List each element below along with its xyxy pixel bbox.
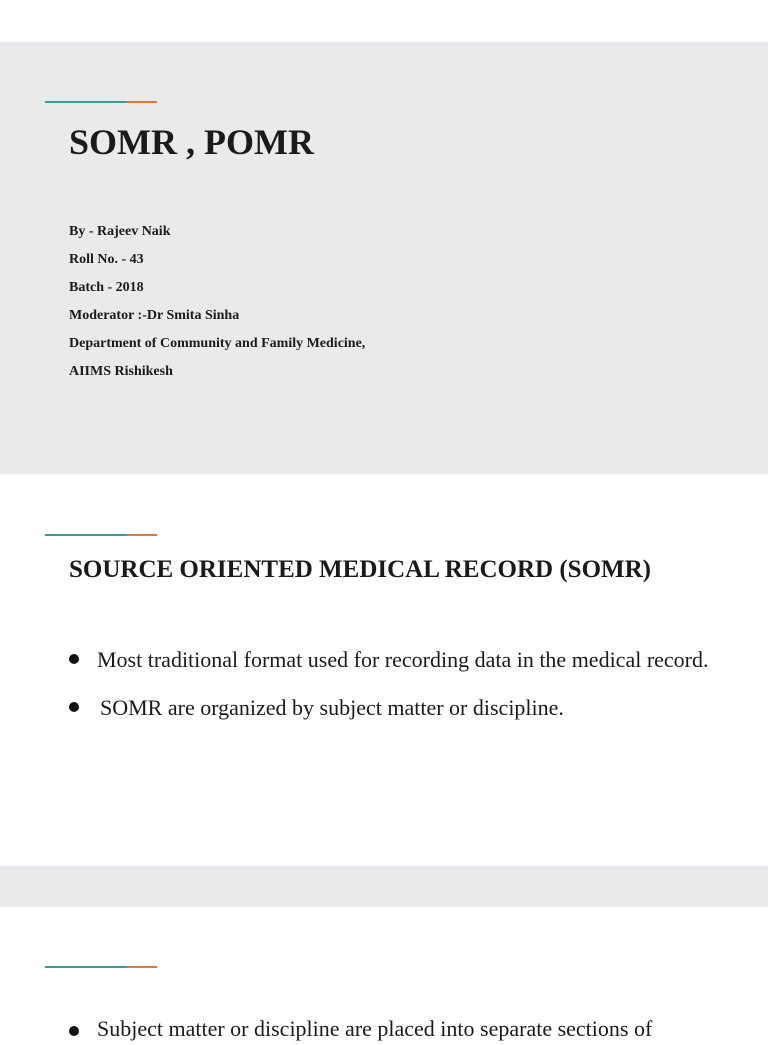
- bullet-text: SOMR are organized by subject matter or discipline.: [100, 695, 564, 720]
- author-line: Moderator :-Dr Smita Sinha: [69, 308, 240, 323]
- accent-orange-segment: [127, 101, 157, 103]
- accent-orange-segment: [127, 966, 157, 968]
- slide-heading: SOURCE ORIENTED MEDICAL RECORD (SOMR): [69, 556, 651, 583]
- slide-somr: [0, 474, 768, 866]
- bullet-text: Most traditional format used for recording data in the medical record.: [97, 647, 709, 672]
- author-line: Department of Community and Family Medicine,: [69, 336, 366, 351]
- accent-teal-segment: [45, 101, 127, 103]
- author-line: AIIMS Rishikesh: [69, 364, 173, 379]
- accent-line: [45, 534, 157, 536]
- accent-line: [45, 101, 157, 103]
- bullet-item: [69, 690, 709, 726]
- page-top-margin: [0, 0, 768, 42]
- accent-teal-segment: [45, 966, 127, 968]
- slide-title-heading: SOMR , POMR: [69, 122, 314, 162]
- author-details: [69, 218, 365, 386]
- bullet-dot-icon: [69, 654, 79, 664]
- slide-title: [0, 42, 768, 474]
- slide-partial: [0, 907, 768, 1041]
- author-line: Roll No. - 43: [69, 252, 144, 267]
- bullet-dot-icon: [69, 702, 79, 712]
- author-line: Batch - 2018: [69, 280, 144, 295]
- bullet-dot-icon: [69, 1026, 79, 1036]
- partial-bullet: [69, 1013, 652, 1045]
- accent-line: [45, 966, 157, 968]
- author-line: By - Rajeev Naik: [69, 224, 171, 239]
- slide-separator: [0, 866, 768, 907]
- bullet-list: [69, 642, 709, 738]
- bullet-text: Subject matter or discipline are placed into separate sections of: [97, 1016, 653, 1041]
- bullet-item: [69, 642, 709, 678]
- accent-orange-segment: [127, 534, 157, 536]
- accent-teal-segment: [45, 534, 127, 536]
